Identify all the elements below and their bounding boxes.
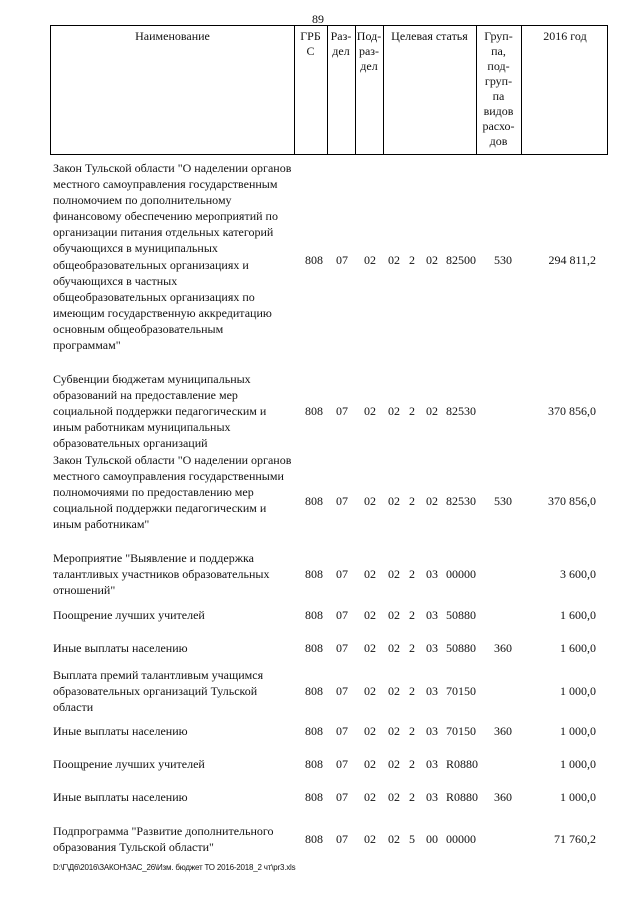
cell-group: 360 [494,641,512,655]
cell-t3: 03 [426,757,438,771]
cell-t3: 03 [426,684,438,698]
cell-podrazdel: 02 [364,494,376,508]
cell-razdel: 07 [336,641,348,655]
cell-t4: 82530 [446,494,476,508]
cell-podrazdel: 02 [364,757,376,771]
cell-t2: 2 [409,684,415,698]
row-name: Выплата премий талантливым учащимся образовательных организаций Тульской области [53,668,264,715]
cell-t1: 02 [388,641,400,655]
cell-group: 360 [494,790,512,804]
header-group: Груп- па, под- груп- па видов расхо- дов [482,29,515,148]
table-header [50,25,608,155]
cell-t1: 02 [388,567,400,581]
cell-t2: 2 [409,404,415,418]
cell-podrazdel: 02 [364,790,376,804]
cell-grbs: 808 [305,790,323,804]
cell-t2: 2 [409,494,415,508]
header-target: Целевая статья [391,29,468,43]
cell-t1: 02 [388,253,400,267]
cell-t2: 5 [409,832,415,846]
cell-t2: 2 [409,757,415,771]
cell-amount: 1 000,0 [560,757,596,771]
cell-grbs: 808 [305,404,323,418]
row-name: Подпрограмма "Развитие дополнительного образования Тульской области" [53,824,274,855]
cell-podrazdel: 02 [364,608,376,622]
cell-amount: 1 000,0 [560,724,596,738]
cell-podrazdel: 02 [364,684,376,698]
header-name: Наименование [135,29,210,43]
cell-t4: R0880 [446,790,479,804]
cell-t4: 50880 [446,641,476,655]
cell-t1: 02 [388,494,400,508]
row-name: Закон Тульской области "О наделении органов местного самоуправления государственным полномочием по дополнительному финансовому обеспечению мероприятий по организации питания отдельных категорий обучающихся в муниципальных общеобразовательных организациях и обучающихся в частных общеобразовательных организациях по имеющим государственную аккредитацию основным общеобразовательным программам" [53,161,292,353]
cell-amount: 1 000,0 [560,790,596,804]
cell-grbs: 808 [305,832,323,846]
cell-grbs: 808 [305,684,323,698]
cell-amount: 370 856,0 [548,404,596,418]
cell-podrazdel: 02 [364,404,376,418]
cell-razdel: 07 [336,567,348,581]
cell-group: 530 [494,494,512,508]
cell-t4: 00000 [446,832,476,846]
cell-amount: 1 600,0 [560,608,596,622]
cell-grbs: 808 [305,608,323,622]
cell-amount: 3 600,0 [560,567,596,581]
row-name: Поощрение лучших учителей [53,757,205,771]
page-number: 89 [312,12,324,26]
cell-t3: 02 [426,253,438,267]
cell-podrazdel: 02 [364,832,376,846]
cell-t4: R0880 [446,757,479,771]
cell-grbs: 808 [305,567,323,581]
cell-t3: 02 [426,404,438,418]
cell-t4: 70150 [446,724,476,738]
cell-podrazdel: 02 [364,253,376,267]
cell-t1: 02 [388,832,400,846]
cell-t2: 2 [409,567,415,581]
cell-t1: 02 [388,404,400,418]
row-name: Мероприятие "Выявление и поддержка талантливых участников образовательных отношений" [53,551,270,598]
cell-t4: 82530 [446,404,476,418]
cell-razdel: 07 [336,253,348,267]
cell-t3: 03 [426,608,438,622]
cell-t1: 02 [388,608,400,622]
cell-amount: 370 856,0 [548,494,596,508]
row-name: Закон Тульской области "О наделении органов местного самоуправления государственными полномочиями по предоставлению мер социальной поддержки педагогическим и иным работникам" [53,453,292,532]
cell-grbs: 808 [305,253,323,267]
cell-podrazdel: 02 [364,724,376,738]
cell-grbs: 808 [305,641,323,655]
cell-razdel: 07 [336,684,348,698]
cell-t2: 2 [409,253,415,267]
header-grbs: ГРБ С [300,29,321,58]
cell-t1: 02 [388,724,400,738]
cell-podrazdel: 02 [364,641,376,655]
row-name: Иные выплаты населению [53,790,188,804]
row-name: Поощрение лучших учителей [53,608,205,622]
cell-razdel: 07 [336,404,348,418]
cell-group: 360 [494,724,512,738]
file-path-footer: D:\Г\Д6\2016\ЗАКОН\ЗАС_26\Изм. бюджет ТО 2016-2018_2 чт\pr3.xls [53,863,296,872]
cell-razdel: 07 [336,832,348,846]
cell-t3: 03 [426,641,438,655]
cell-t4: 50880 [446,608,476,622]
cell-grbs: 808 [305,494,323,508]
row-name: Субвенции бюджетам муниципальных образований на предоставление мер социальной поддержки педагогическим и иным работникам муниципальных образовательных организаций [53,372,267,451]
header-razdel: Раз- дел [330,29,352,58]
cell-group: 530 [494,253,512,267]
cell-razdel: 07 [336,724,348,738]
cell-amount: 1 600,0 [560,641,596,655]
cell-t1: 02 [388,684,400,698]
cell-t2: 2 [409,608,415,622]
cell-razdel: 07 [336,494,348,508]
cell-amount: 294 811,2 [548,253,596,267]
cell-amount: 71 760,2 [554,832,596,846]
cell-t3: 03 [426,567,438,581]
cell-t4: 70150 [446,684,476,698]
cell-t4: 00000 [446,567,476,581]
cell-t2: 2 [409,724,415,738]
cell-razdel: 07 [336,757,348,771]
cell-razdel: 07 [336,790,348,804]
cell-podrazdel: 02 [364,567,376,581]
cell-grbs: 808 [305,757,323,771]
row-name: Иные выплаты населению [53,724,188,738]
cell-t3: 00 [426,832,438,846]
cell-t2: 2 [409,790,415,804]
cell-t2: 2 [409,641,415,655]
header-podrazdel: Под- раз- дел [356,29,382,73]
cell-amount: 1 000,0 [560,684,596,698]
cell-t3: 03 [426,790,438,804]
header-year: 2016 год [543,29,587,43]
cell-t1: 02 [388,757,400,771]
cell-t3: 03 [426,724,438,738]
row-name: Иные выплаты населению [53,641,188,655]
cell-razdel: 07 [336,608,348,622]
cell-grbs: 808 [305,724,323,738]
cell-t1: 02 [388,790,400,804]
cell-t3: 02 [426,494,438,508]
cell-t4: 82500 [446,253,476,267]
